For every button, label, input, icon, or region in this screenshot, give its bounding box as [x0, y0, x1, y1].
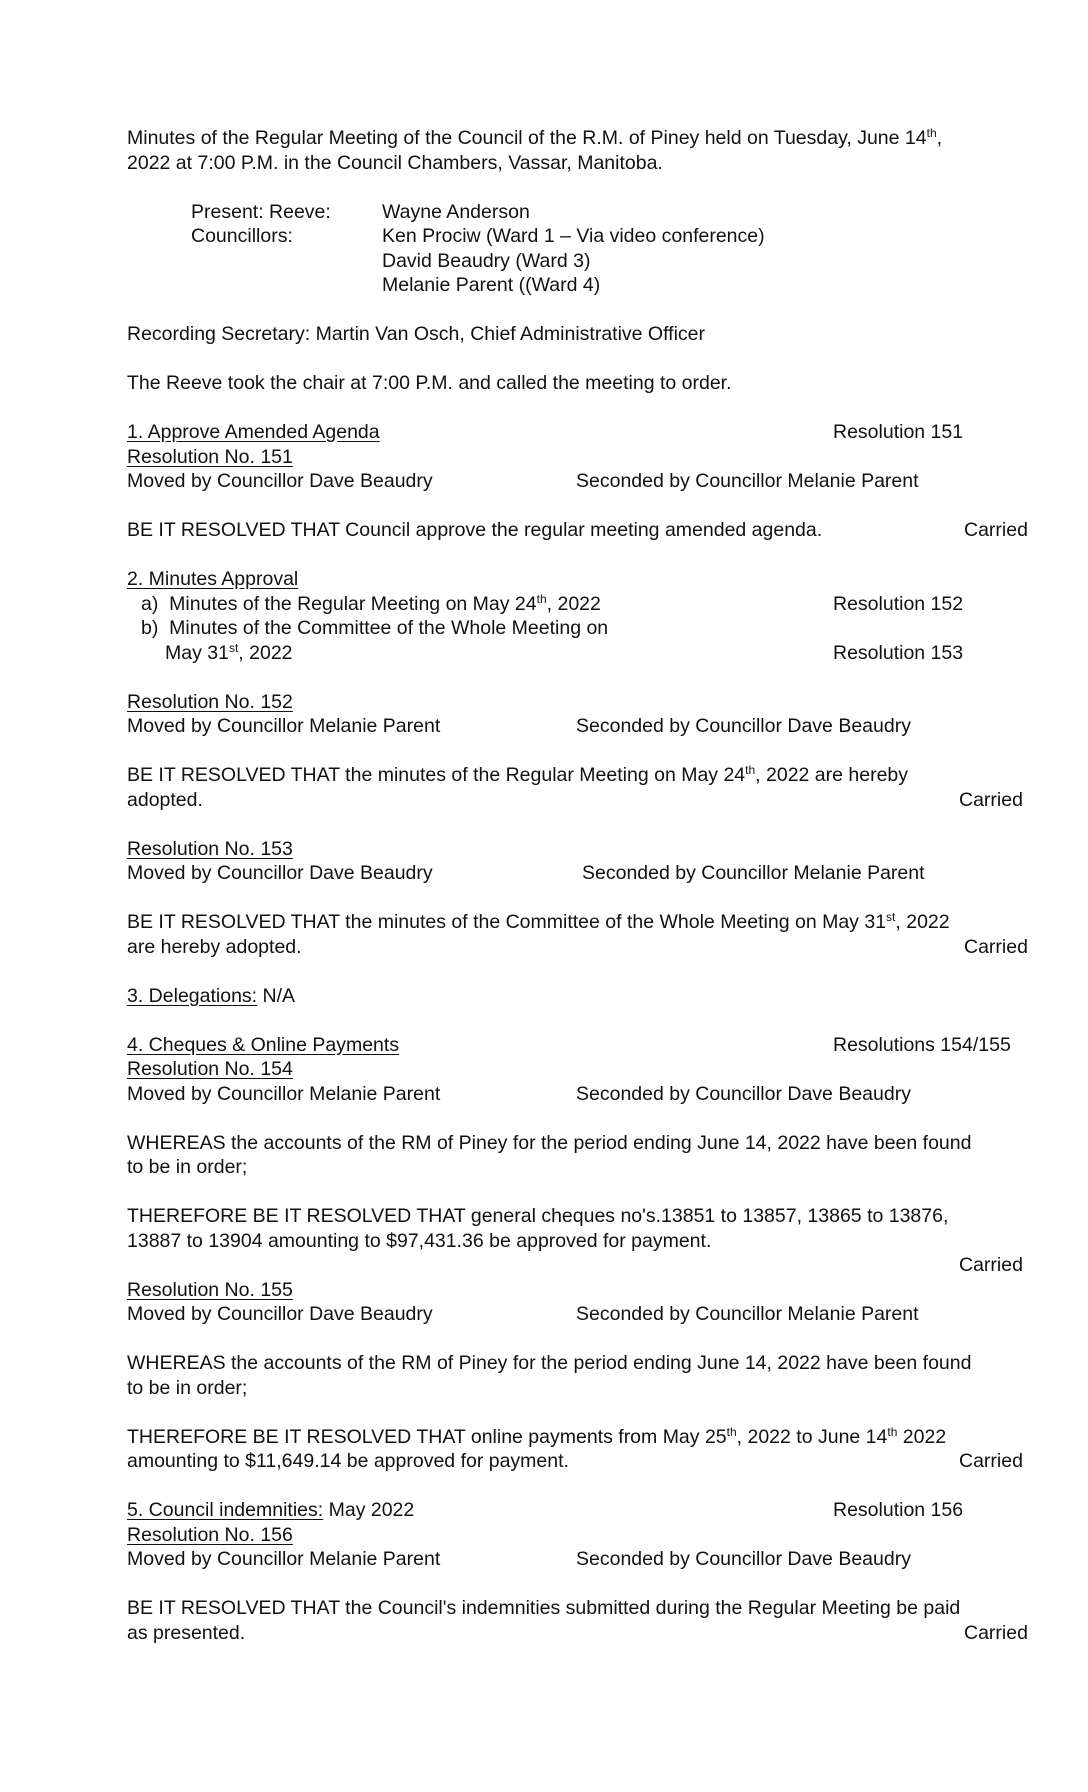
seconded-by: Seconded by Councillor Dave Beaudry — [576, 1082, 911, 1105]
resolution-153-text-line-2: are hereby adopted. Carried — [127, 935, 1028, 958]
resolution-155-therefore-2: amounting to $11,649.14 be approved for payment. Carried — [127, 1450, 1023, 1472]
resolution-152-movers — [127, 714, 1042, 739]
resolution-154-therefore-1: THEREFORE BE IT RESOLVED THAT general cheques no's.13851 to 13857, 13865 to 13876, — [127, 1205, 949, 1227]
carried-label: Carried — [959, 788, 1023, 811]
section-2-heading: 2. Minutes Approval — [127, 568, 299, 590]
councillors-label: Councillors: — [191, 225, 293, 247]
section-1-title: 1. Approve Amended Agenda — [127, 421, 380, 443]
section-4-title: 4. Cheques & Online Payments — [127, 1033, 400, 1056]
section-5-heading — [127, 1498, 1042, 1523]
resolution-155-whereas-2: to be in order; — [127, 1376, 248, 1399]
resolution-155-movers — [127, 1302, 1042, 1327]
resolution-151-number: Resolution No. 151 — [127, 445, 293, 468]
call-to-order: The Reeve took the chair at 7:00 P.M. and called the meeting to order. — [127, 372, 732, 394]
resolution-154-whereas-2: to be in order; — [127, 1156, 248, 1178]
section-1-heading — [127, 420, 1042, 445]
attendance-councillor-3 — [127, 273, 1042, 298]
meeting-header-line-2: 2022 at 7:00 P.M. in the Council Chambers, Vassar, Manitoba. — [127, 151, 663, 174]
resolution-156-text-line-1: BE IT RESOLVED THAT the Council's indemnities submitted during the Regular Meeting be paid — [127, 1597, 961, 1619]
resolution-151-text: BE IT RESOLVED THAT Council approve the regular meeting amended agenda. Carried — [127, 519, 1028, 541]
section-3-title: 3. Delegations: — [127, 984, 258, 1007]
carried-label: Carried — [964, 935, 1028, 958]
minutes-document — [127, 126, 1042, 1645]
item-b-resolution-ref: Resolution 153 — [833, 641, 964, 664]
resolution-156-text-line-2: as presented. Carried — [127, 1621, 1028, 1644]
moved-by: Moved by Councillor Dave Beaudry — [127, 1303, 433, 1325]
carried-label: Carried — [959, 1254, 1023, 1276]
resolution-156-movers — [127, 1547, 1042, 1572]
recording-secretary: Recording Secretary: Martin Van Osch, Chief Administrative Officer — [127, 323, 706, 345]
reeve-label: Present: Reeve: — [191, 200, 331, 223]
section-3-value: N/A — [257, 984, 296, 1007]
section-5-value: May 2022 — [323, 1499, 415, 1521]
minutes-item-a: a) Minutes of the Regular Meeting on May 24th, 2022 Resolution 152 — [141, 591, 964, 615]
minutes-item-b-line-2: May 31st, 2022 Resolution 153 — [165, 640, 964, 664]
minutes-item-b-line-1: b) Minutes of the Committee of the Whole Meeting on — [141, 617, 609, 639]
carried-label: Carried — [959, 1450, 1023, 1472]
resolution-154-whereas-1: WHEREAS the accounts of the RM of Piney for the period ending June 14, 2022 have been found — [127, 1131, 972, 1154]
resolution-155-number: Resolution No. 155 — [127, 1278, 293, 1301]
resolution-154-movers — [127, 1082, 1042, 1107]
reeve-name: Wayne Anderson — [382, 200, 530, 223]
section-4-resolution-ref: Resolutions 154/155 — [833, 1033, 1011, 1056]
section-5-title: 5. Council indemnities: — [127, 1499, 324, 1521]
councillor-name: David Beaudry (Ward 3) — [382, 249, 591, 272]
resolution-151-movers — [127, 469, 1042, 494]
seconded-by: Seconded by Councillor Melanie Parent — [576, 1303, 919, 1325]
section-1-resolution-ref: Resolution 151 — [833, 421, 964, 443]
resolution-155-therefore-1: THEREFORE BE IT RESOLVED THAT online payments from May 25th, 2022 to June 14th 2022 — [127, 1424, 947, 1448]
moved-by: Moved by Councillor Melanie Parent — [127, 1548, 441, 1570]
resolution-152-sentence: BE IT RESOLVED THAT the minutes of the Regular Meeting on May 24th, 2022 are hereby — [127, 763, 909, 786]
attendance-councillor-2 — [127, 249, 1042, 274]
resolution-152-text-line-1 — [127, 763, 1042, 788]
resolution-154-therefore-2: 13887 to 13904 amounting to $97,431.36 be approved for payment. — [127, 1229, 712, 1252]
resolution-152-text-line-2: adopted. Carried — [127, 788, 1023, 811]
seconded-by: Seconded by Councillor Melanie Parent — [576, 470, 919, 492]
resolution-155-whereas-1: WHEREAS the accounts of the RM of Piney for the period ending June 14, 2022 have been found — [127, 1352, 972, 1374]
moved-by: Moved by Councillor Dave Beaudry — [127, 862, 433, 884]
item-a-resolution-ref: Resolution 152 — [833, 592, 964, 615]
seconded-by: Seconded by Councillor Melanie Parent — [582, 862, 925, 884]
attendance-reeve — [127, 200, 1042, 225]
resolution-153-number: Resolution No. 153 — [127, 837, 293, 860]
section-4-heading — [127, 1033, 1042, 1058]
attendance-councillor-1 — [127, 224, 1042, 249]
resolution-153-text-line-1: BE IT RESOLVED THAT the minutes of the Committee of the Whole Meeting on May 31st, 2022 — [127, 910, 950, 933]
moved-by: Moved by Councillor Melanie Parent — [127, 715, 441, 737]
resolution-152-number: Resolution No. 152 — [127, 690, 293, 713]
seconded-by: Seconded by Councillor Dave Beaudry — [576, 1548, 911, 1570]
seconded-by: Seconded by Councillor Dave Beaudry — [576, 715, 911, 737]
resolution-153-movers — [127, 861, 1042, 886]
councillor-name: Ken Prociw (Ward 1 – Via video conference) — [382, 225, 765, 247]
moved-by: Moved by Councillor Melanie Parent — [127, 1082, 441, 1105]
moved-by: Moved by Councillor Dave Beaudry — [127, 470, 433, 492]
section-3-delegations — [127, 984, 1042, 1009]
carried-label: Carried — [964, 1621, 1028, 1644]
carried-label: Carried — [964, 519, 1028, 541]
resolution-154-number: Resolution No. 154 — [127, 1058, 293, 1080]
section-5-resolution-ref: Resolution 156 — [833, 1499, 964, 1521]
meeting-header-line-1: Minutes of the Regular Meeting of the Council of the R.M. of Piney held on Tuesday, June 14th, — [127, 126, 943, 149]
resolution-154-carried — [127, 1253, 1042, 1278]
councillor-name: Melanie Parent ((Ward 4) — [382, 274, 601, 296]
resolution-156-number: Resolution No. 156 — [127, 1523, 293, 1546]
